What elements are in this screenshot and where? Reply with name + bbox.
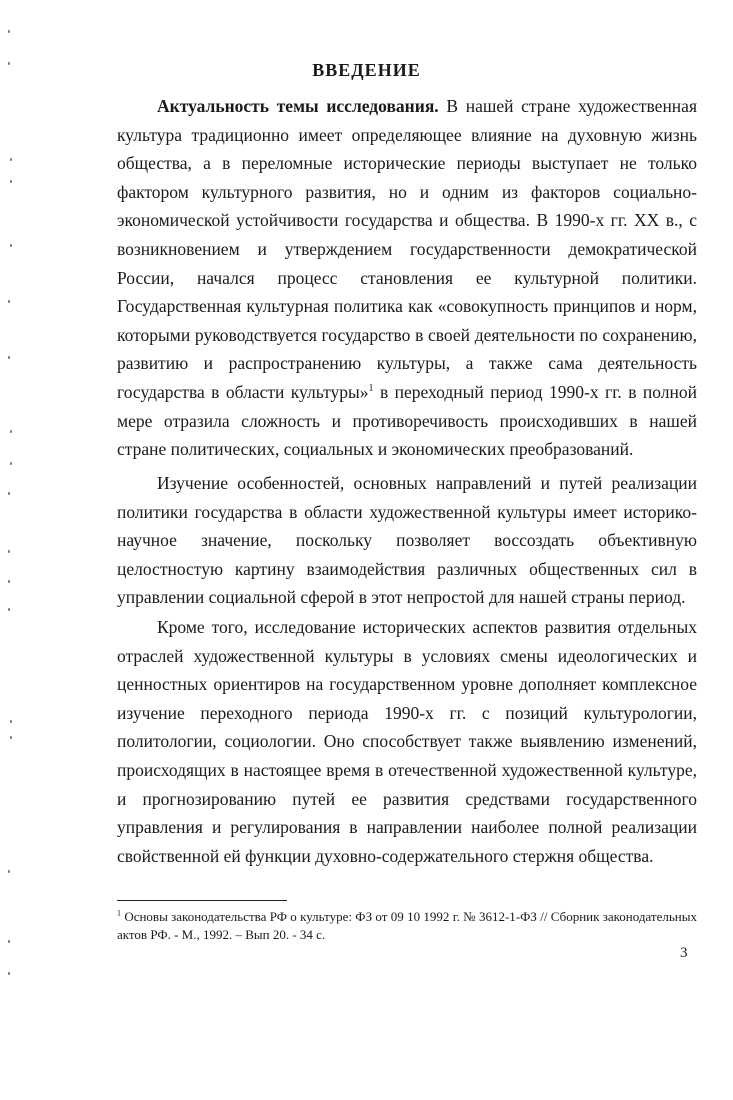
scan-speck bbox=[8, 972, 10, 975]
page-number: 3 bbox=[680, 945, 688, 961]
footnote-separator bbox=[117, 900, 287, 901]
section-heading: ВВЕДЕНИЕ bbox=[312, 60, 421, 80]
scan-speck bbox=[8, 550, 10, 553]
footnote bbox=[117, 908, 697, 944]
scan-speck bbox=[8, 300, 10, 303]
paragraph-significance bbox=[117, 469, 697, 612]
footnote-text: Основы законодательства РФ о культуре: ФЗ от 09 10 1992 г. № 3612-1-ФЗ // Сборник законодательных актов РФ. - М., 1992. – Вып 20. - 34 с. bbox=[117, 909, 697, 942]
scan-speck bbox=[8, 608, 10, 611]
scan-speck bbox=[10, 736, 12, 739]
scan-speck bbox=[10, 462, 12, 465]
paragraph-lead: Актуальность темы исследования. bbox=[157, 96, 439, 116]
paragraph-text: Кроме того, исследование исторических аспектов развития отдельных отраслей художественной культуры в условиях смены идеологических и ценностных ориентиров на государственном уровне дополняет комплексное изучение переходного периода 1990-х гг. с позиций культурологии, политологии, социологии. Оно способствует также выявлению изменений, происходящих в настоящее время в отечественной художественной культуре, и прогнозированию путей ее развития средствами государственного управления и регулирования в направлении наиболее полной реализации свойственной ей функции духовно-содержательного стержня общества. bbox=[117, 617, 697, 866]
scan-speck bbox=[8, 492, 10, 495]
paragraph-text: Изучение особенностей, основных направлений и путей реализации политики государства в области художественной культуры имеет историко-научное значение, поскольку позволяет воссоздать объективную целостностую картину взаимодействия различных общественных сил в управлении социальной сферой в этот непростой для нашей страны период. bbox=[117, 473, 697, 608]
scan-speck bbox=[8, 580, 10, 583]
paragraph-text: В нашей стране художественная культура традиционно имеет определяющее влияние на духовную жизнь общества, а в переломные исторические периоды выступает не только фактором культурного развития, но и одним из факторов социально-экономической устойчивости государства и общества. В 1990-х гг. XX в., с возникновением и утверждением государственности демократической России, начался процесс становления ее культурной политики. Государственная культурная политика как «совокупность принципов и норм, которыми руководствуется государство в своей деятельности по сохранению, развитию и распространению культуры, а также сама деятельность государства в области культуры» bbox=[117, 96, 697, 402]
scan-speck bbox=[10, 244, 12, 247]
scan-speck bbox=[10, 720, 12, 723]
scan-speck bbox=[10, 430, 12, 433]
paragraph-relevance bbox=[117, 92, 697, 464]
paragraph-additional bbox=[117, 613, 697, 870]
scan-speck bbox=[10, 158, 12, 161]
scan-speck bbox=[10, 180, 12, 183]
scan-speck bbox=[8, 62, 10, 65]
paragraph-text-continued: в переходный период 1990-х гг. в полной мере отразила сложность и противоречивость происходивших в нашей стране политических, социальных и экономических преобразований. bbox=[117, 381, 698, 460]
scan-speck bbox=[8, 356, 10, 359]
scan-speck bbox=[8, 870, 10, 873]
scan-speck bbox=[8, 30, 10, 33]
scan-speck bbox=[8, 940, 10, 943]
footnote-reference[interactable]: 1 bbox=[368, 383, 374, 395]
footnote-mark: 1 bbox=[117, 908, 121, 918]
